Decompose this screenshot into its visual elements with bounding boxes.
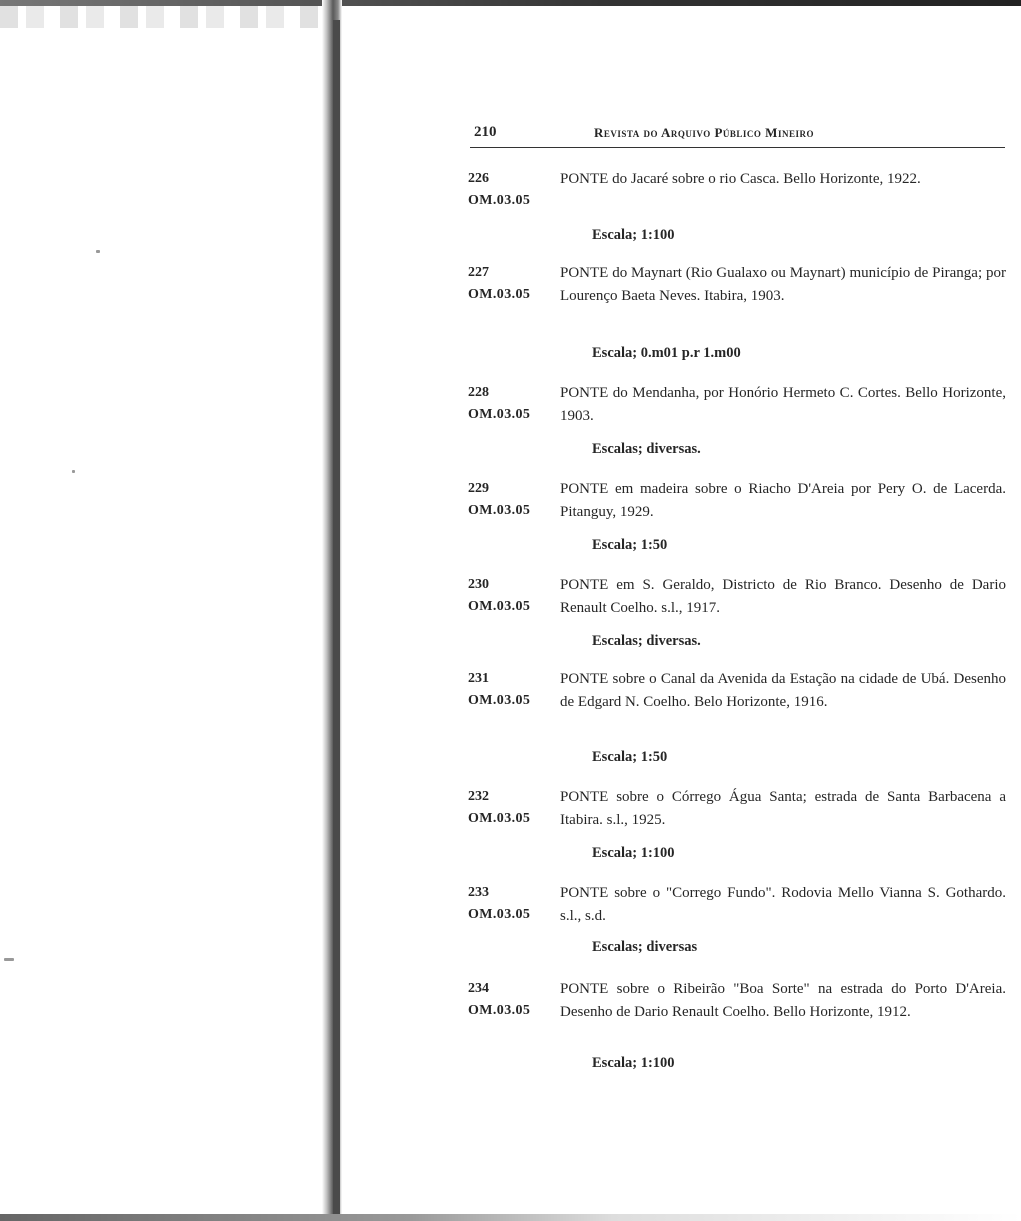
entry-code: OM.03.05 xyxy=(468,407,531,422)
entry-description: PONTE sobre o Canal da Avenida da Estação na cidade de Ubá. Desenho de Edgard N. Coelho. Belo Horizonte, 1916. xyxy=(560,671,1006,710)
entry-code: OM.03.05 xyxy=(468,1003,531,1018)
entry-code: OM.03.05 xyxy=(468,693,531,708)
entry-scale: Escalas; diversas xyxy=(592,939,698,955)
entry-code: OM.03.05 xyxy=(468,811,531,826)
entry-scale: Escala; 1:50 xyxy=(592,537,668,553)
entry-description: PONTE em madeira sobre o Riacho D'Areia por Pery O. de Lacerda. Pitanguy, 1929. xyxy=(560,481,1006,520)
entry-scale: Escala; 1:100 xyxy=(592,227,675,243)
entry-number: 232 xyxy=(468,789,489,804)
entry-code: OM.03.05 xyxy=(468,287,531,302)
entry-code: OM.03.05 xyxy=(468,907,531,922)
page-number: 210 xyxy=(474,124,497,140)
entry-scale: Escala; 0.m01 p.r 1.m00 xyxy=(592,345,741,361)
scan-speck xyxy=(4,958,14,961)
entry-description: PONTE sobre o Ribeirão "Boa Sorte" na estrada do Porto D'Areia. Desenho de Dario Renault Coelho. Bello Horizonte, 1912. xyxy=(560,981,1006,1020)
entry-scale: Escala; 1:100 xyxy=(592,845,675,861)
entry-number: 226 xyxy=(468,171,489,186)
entry-number: 234 xyxy=(468,981,489,996)
entry-number: 228 xyxy=(468,385,489,400)
entry-description: PONTE do Maynart (Rio Gualaxo ou Maynart) município de Piranga; por Lourenço Baeta Neves. Itabira, 1903. xyxy=(560,265,1006,304)
entry-scale: Escalas; diversas. xyxy=(592,633,701,649)
entry-code: OM.03.05 xyxy=(468,503,531,518)
running-title: Revista do Arquivo Público Mineiro xyxy=(594,125,814,140)
entry-scale: Escala; 1:100 xyxy=(592,1055,675,1071)
entry-number: 230 xyxy=(468,577,489,592)
entry-number: 231 xyxy=(468,671,489,686)
page-header xyxy=(470,123,1005,148)
entry-number: 229 xyxy=(468,481,489,496)
entry-description: PONTE em S. Geraldo, Districto de Rio Branco. Desenho de Dario Renault Coelho. s.l., 1917. xyxy=(560,577,1006,616)
book-binding-edge xyxy=(333,20,340,1220)
entry-number: 227 xyxy=(468,265,489,280)
scan-bottom-edge xyxy=(0,1214,1021,1221)
entry-description: PONTE do Jacaré sobre o rio Casca. Bello Horizonte, 1922. xyxy=(560,171,921,187)
entry-number: 233 xyxy=(468,885,489,900)
scan-speck xyxy=(96,250,100,253)
entry-description: PONTE sobre o Córrego Água Santa; estrada de Santa Barbacena a Itabira. s.l., 1925. xyxy=(560,789,1006,828)
entry-scale: Escalas; diversas. xyxy=(592,441,701,457)
scan-smudge xyxy=(0,6,330,28)
entry-description: PONTE sobre o "Corrego Fundo". Rodovia Mello Vianna S. Gothardo. s.l., s.d. xyxy=(560,885,1006,924)
entry-code: OM.03.05 xyxy=(468,599,531,614)
scan-speck xyxy=(72,470,75,473)
entry-code: OM.03.05 xyxy=(468,193,531,208)
entry-description: PONTE do Mendanha, por Honório Hermeto C. Cortes. Bello Horizonte, 1903. xyxy=(560,385,1006,424)
entry-scale: Escala; 1:50 xyxy=(592,749,668,765)
